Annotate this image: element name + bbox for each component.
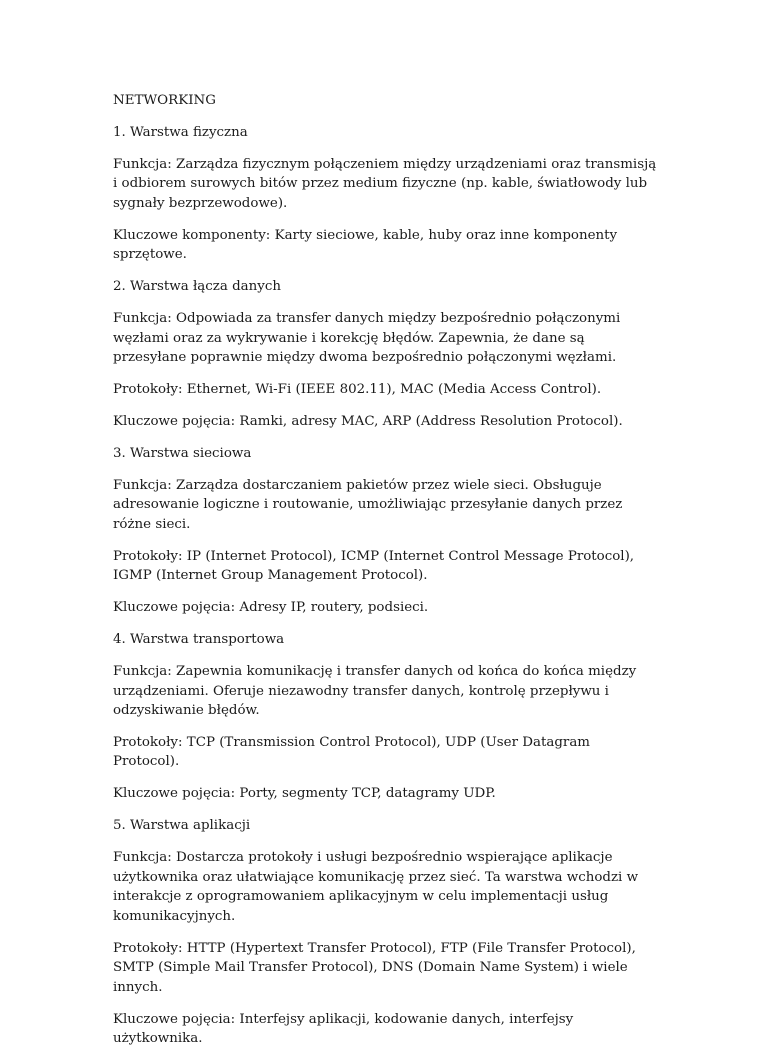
section-physical-layer [113,123,658,265]
section-heading: 1. Warstwa fizyczna [113,125,248,140]
section-paragraph: Funkcja: Zapewnia komunikację i transfer danych od końca do końca między urządzeniami. Oferuje niezawodny transfer danych, kontrolę przepływu i odzyskiwanie błędów. [113,664,637,719]
section-paragraph: Protokoły: TCP (Transmission Control Protocol), UDP (User Datagram Protocol). [113,735,590,770]
section-paragraph: Funkcja: Zarządza dostarczaniem pakietów przez wiele sieci. Obsługuje adresowanie logiczne i routowanie, umożliwiając przesyłanie danych przez różne sieci. [113,478,623,532]
section-paragraph: Kluczowe komponenty: Karty sieciowe, kable, huby oraz inne komponenty sprzętowe. [113,227,618,263]
section-heading: 2. Warstwa łącza danych [113,279,281,295]
section-heading: 4. Warstwa transportowa [113,632,285,648]
section-paragraph: Kluczowe pojęcia: Porty, segmenty TCP, datagramy UDP. [113,786,496,802]
section-paragraph: Kluczowe pojęcia: Interfejsy aplikacji, kodowanie danych, interfejsy użytkownika. [113,1011,574,1046]
section-paragraph: Protokoły: Ethernet, Wi-Fi (IEEE 802.11), MAC (Media Access Control). [113,382,602,398]
section-network-layer [113,444,658,618]
section-paragraph: Funkcja: Zarządza fizycznym połączeniem między urządzeniami oraz transmisją i odbiorem surowych bitów przez medium fizyczne (np. kable, światłowody lub sygnały bezprzewodowe). [113,157,657,211]
document-page [113,91,658,1061]
section-paragraph: Kluczowe pojęcia: Ramki, adresy MAC, ARP (Address Resolution Protocol). [113,414,623,430]
section-application-layer [113,816,658,1048]
section-paragraph: Kluczowe pojęcia: Adresy IP, routery, podsieci. [113,600,429,616]
section-transport-layer [113,630,658,804]
section-paragraph: Protokoły: IP (Internet Protocol), ICMP (Internet Control Message Protocol), IGMP (Internet Group Management Protocol). [113,548,635,584]
section-paragraph: Protokoły: HTTP (Hypertext Transfer Protocol), FTP (File Transfer Protocol), SMTP (Simple Mail Transfer Protocol), DNS (Domain Name System) i wiele innych. [113,940,636,995]
section-paragraph: Funkcja: Dostarcza protokoły i usługi bezpośrednio wspierające aplikacje użytkownika oraz ułatwiające komunikację przez sieć. Ta warstwa wchodzi w interakcje z oprogramowaniem aplikacyjnym w celu implementacji usług komunikacyjnych. [113,850,639,924]
document-title: NETWORKING [113,93,216,108]
section-paragraph: Funkcja: Odpowiada za transfer danych między bezpośrednio połączonymi węzłami oraz za wykrywanie i korekcję błędów. Zapewnia, że dane są przesyłane poprawnie między dwoma bezpośrednio połączonymi węzłami. [113,311,621,366]
section-heading: 5. Warstwa aplikacji [113,818,251,834]
section-data-link-layer [113,277,658,431]
section-heading: 3. Warstwa sieciowa [113,446,252,462]
